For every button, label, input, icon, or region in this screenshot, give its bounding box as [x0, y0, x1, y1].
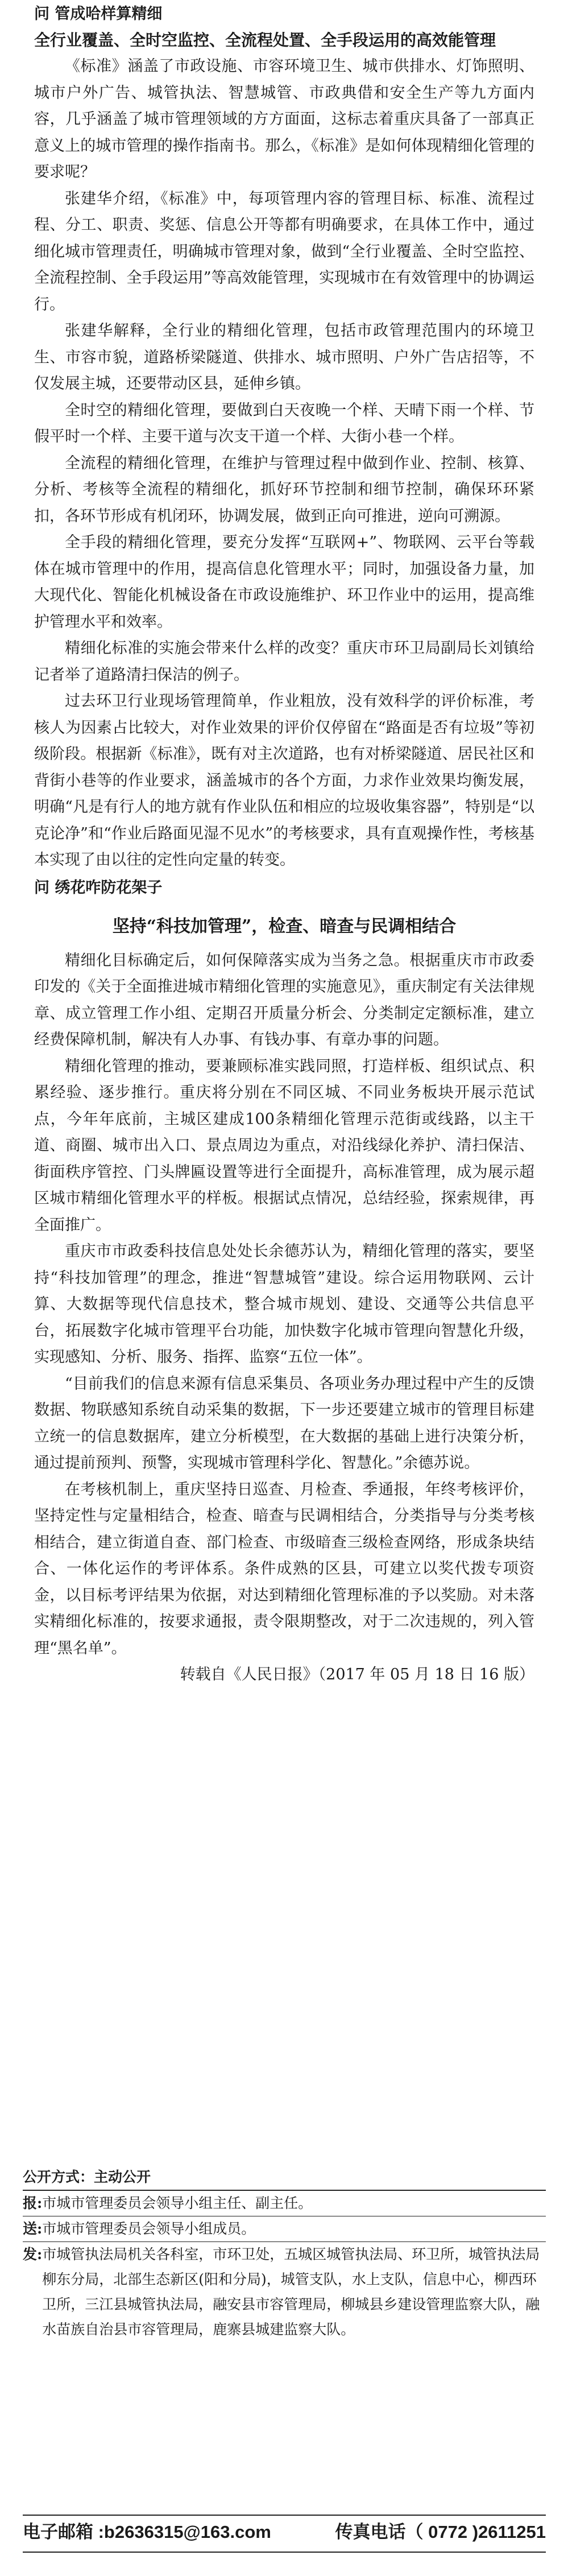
- distribute-to-text: 市城管执法局机关各科室，市环卫处，五城区城管执法局、环卫所，城管执法局柳东分局，北部生态新区(阳和分局)，城管支队，水上支队，信息中心，柳西环卫所，三江县城管执法局，融安县市容管理局，柳城县乡建设管理监察大队，融水苗族自治县市容管理局，鹿寨县城建监察大队。: [42, 2246, 540, 2338]
- paragraph: 过去环卫行业现场管理简单，作业粗放，没有效科学的评价标准，考核人为因素占比较大，对作业效果的评价仅停留在“路面是否有垃圾”等初级阶段。根据新《标准》，既有对主次道路，也有对桥梁隧道、居民社区和背街小巷等的作业要求，涵盖城市的各个方面，力求作业效果均衡发展，明确“凡是有行人的地方就有作业队伍和相应的垃圾收集容器”，特别是“以克论净”和“作业后路面见湿不见水”的考核要求，具有直观操作性，考核基本实现了由以往的定性向定量的转变。: [34, 692, 534, 869]
- section-heading-question-1: 问 管成哈样算精细: [34, 5, 163, 23]
- paragraph: 《标准》涵盖了市政设施、市容环境卫生、城市供排水、灯饰照明、城市户外广告、城管执法、智慧城管、市政典借和安全生产等九方面内容，几乎涵盖了城市管理领域的方方面面，这标志着重庆具备了一部真正意义上的城市管理的操作指南书。那么，《标准》是如何体现精细化管理的要求呢？: [34, 57, 534, 181]
- paragraph: 张建华介绍，《标准》中，每项管理内容的管理目标、标准、流程过程、分工、职责、奖惩、信息公开等都有明确要求，在具体工作中，通过细化城市管理责任，明确城市管理对象，做到“全行业覆盖、全时空监控、全流程控制、全手段运用”等高效能管理，实现城市在有效管理中的协调运行。: [34, 189, 534, 313]
- paragraph: 精细化标准的实施会带来什么样的改变？重庆市环卫局副局长刘镇给记者举了道路清扫保洁的例子。: [34, 639, 534, 684]
- report-to-text: 市城市管理委员会领导小组主任、副主任。: [42, 2195, 313, 2211]
- send-to-row: [23, 2216, 546, 2241]
- send-to-label: 送:: [23, 2220, 43, 2237]
- paragraph: 精细化目标确定后，如何保障落实成为当务之急。根据重庆市市政委印发的《关于全面推进城市精细化管理的实施意见》，重庆制定有关法律规章、成立管理工作小组、定期召开质量分析会、分类制定定额标准，建立经费保障机制，解决有人办事、有钱办事、有章办事的问题。: [34, 951, 534, 1048]
- paragraph: 全手段的精细化管理，要充分发挥“互联网+”、物联网、云平台等载体在城市管理中的作用，提高信息化管理水平；同时，加强设备力量，加大现代化、智能化机械设备在市政设施维护、环卫作业中的运用，提高维护管理水平和效率。: [34, 534, 534, 631]
- send-to-text: 市城市管理委员会领导小组成员。: [42, 2220, 256, 2237]
- subheading-efficient-management: 全行业覆盖、全时空监控、全流程处置、全手段运用的高效能管理: [34, 31, 496, 49]
- email-contact: 电子邮箱 :b2636315@163.com: [23, 2522, 271, 2542]
- fax-contact: 传真电话（ 0772 )2611251: [335, 2522, 546, 2542]
- report-to-row: [23, 2191, 546, 2216]
- paragraph: “目前我们的信息来源有信息采集员、各项业务办理过程中产生的反馈数据、物联感知系统自动采集的数据，下一步还要建立城市的管理目标建立统一的信息数据库，建立分析模型，在大数据的基础上进行决策分析，通过提前预判、预警，实现城市管理科学化、智慧化。”余德苏说。: [34, 1374, 534, 1472]
- divider: [23, 2552, 546, 2553]
- paragraph: 张建华解释，全行业的精细化管理，包括市政管理范围内的环境卫生、市容市貌，道路桥梁隧道、供排水、城市照明、户外广告店招等，不仅发展主城，还要带动区县，延伸乡镇。: [34, 322, 534, 393]
- article-body: [34, 0, 534, 1689]
- section-heading-question-2: 问 绣花咋防花架子: [34, 878, 163, 897]
- distribute-to-label: 发:: [23, 2246, 43, 2263]
- contact-bar: [23, 2518, 546, 2546]
- distribution-footer: [23, 2165, 546, 2342]
- divider: [23, 2515, 546, 2516]
- paragraph: 精细化管理的推动，要兼顾标准实践同照，打造样板、组织试点、积累经验、逐步推行。重庆将分别在不同区城、不同业务板块开展示范试点，今年年底前，主城区建成100条精细化管理示范街或线路，以主干道、商圈、城市出入口、景点周边为重点，对沿线绿化养护、清扫保洁、街面秩序管控、门头牌匾设置等进行全面提升，高标准管理，成为展示超区城市精细化管理水平的样板。根据试点情况，总结经验，探索规律，再全面推广。: [34, 1057, 534, 1234]
- paragraph: 全时空的精细化管理，要做到白天夜晚一个样、天晴下雨一个样、节假平时一个样、主要干道与次支干道一个样、大街小巷一个样。: [34, 401, 534, 445]
- paragraph: 在考核机制上，重庆坚持日巡查、月检查、季通报，年终考核评价，坚持定性与定量相结合，检查、暗查与民调相结合，分类指导与分类考核相结合，建立街道自查、部门检查、市级暗查三级检查网络，形成条块结合、一体化运作的考评体系。条件成熟的区县，可建立以奖代拨专项资金，以目标考评结果为依据，对达到精细化管理标准的予以奖励。对未落实精细化标准的，按要求通报，责令限期整改，对于二次违规的，列入管理“黑名单”。: [34, 1480, 534, 1657]
- distribute-to-row: [23, 2242, 546, 2342]
- disclosure-method: 公开方式：主动公开: [23, 2169, 151, 2185]
- paragraph: 全流程的精细化管理，在维护与管理过程中做到作业、控制、核算、分析、考核等全流程的精细化，抓好环节控制和细节控制，确保环环紧扣，各环节形成有机闭环，协调发展，做到正向可推进，逆向可溯源。: [34, 454, 534, 525]
- paragraph: 重庆市市政委科技信息处处长余德苏认为，精细化管理的落实，要坚持“科技加管理”的理念，推进“智慧城管”建设。综合运用物联网、云计算、大数据等现代信息技术，整合城市规划、建设、交通等公共信息平台，拓展数字化城市管理平台功能，加快数字化城市管理向智慧化升级，实现感知、分析、服务、指挥、监察“五位一体”。: [34, 1242, 534, 1366]
- report-to-label: 报:: [23, 2195, 43, 2211]
- subheading-tech-plus-management: 坚持“科技加管理”，检查、暗查与民调相结合: [112, 916, 457, 936]
- source-citation: 转载自《人民日报》（2017 年 05 月 18 日 16 版）: [180, 1666, 534, 1683]
